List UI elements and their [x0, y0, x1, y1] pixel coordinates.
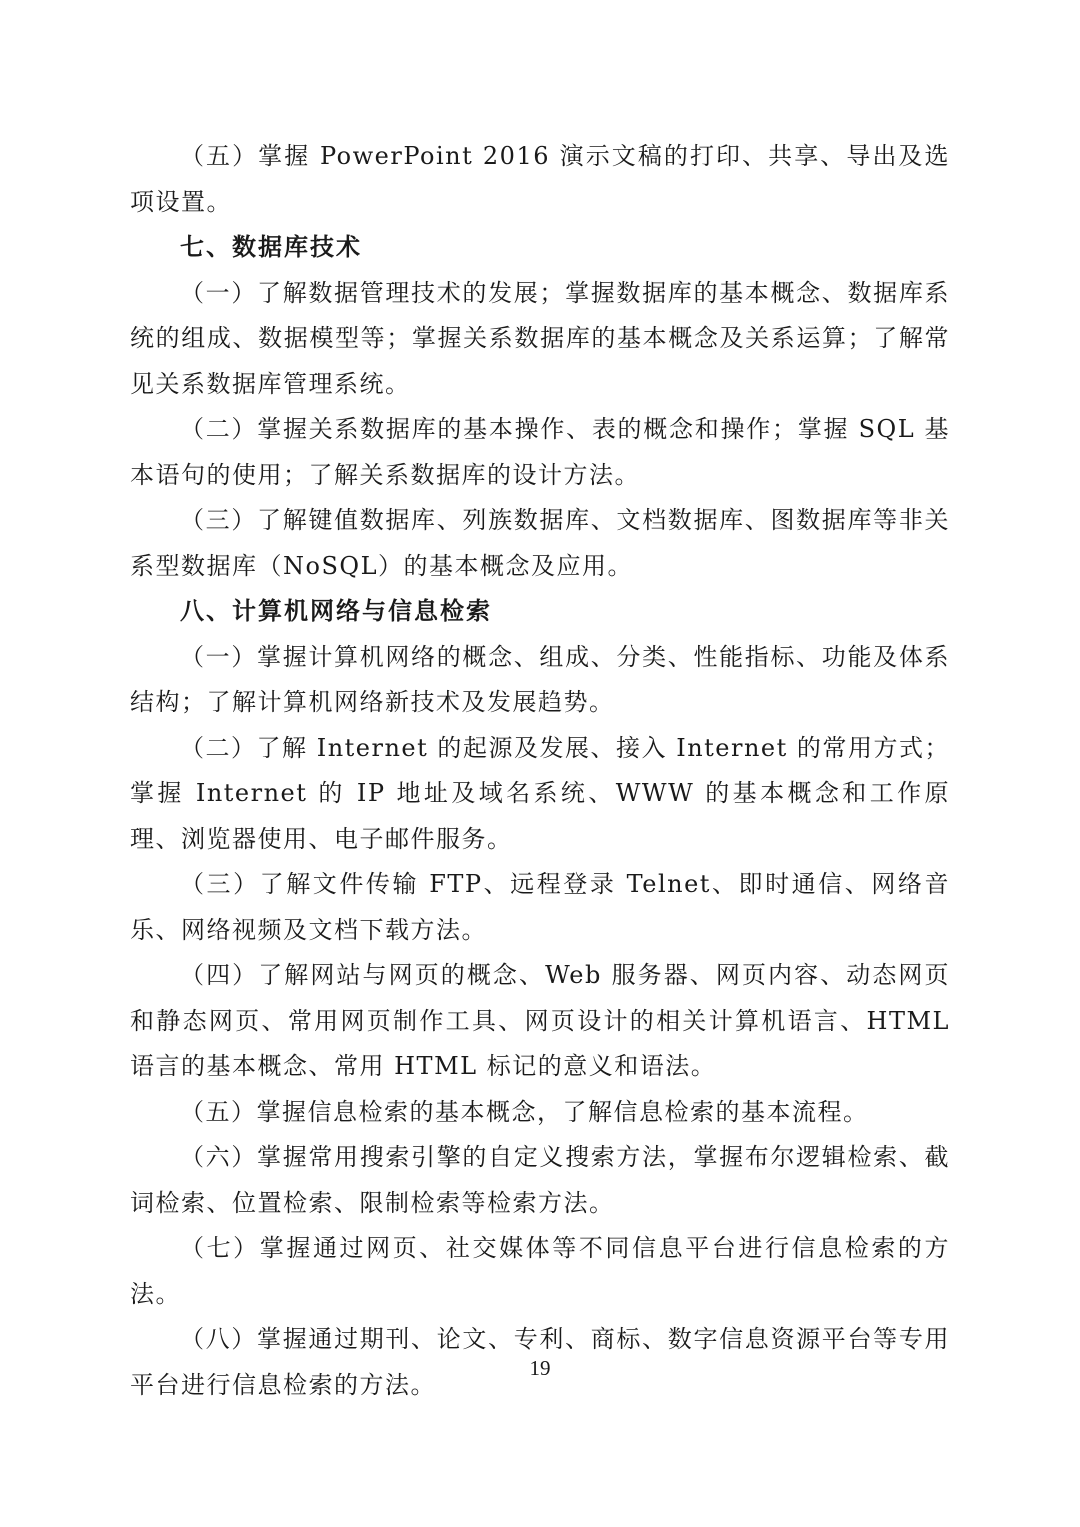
paragraph-net-3: （三）了解文件传输 FTP、远程登录 Telnet、即时通信、网络音乐、网络视频及文档下载方法。 [130, 870, 950, 944]
section-heading-database: 七、数据库技术 [180, 233, 362, 261]
paragraph-net-7: （七）掌握通过网页、社交媒体等不同信息平台进行信息检索的方法。 [130, 1234, 950, 1308]
paragraph-net-5: （五）掌握信息检索的基本概念，了解信息检索的基本流程。 [180, 1097, 869, 1126]
page-body [130, 134, 950, 1408]
paragraph-db-1: （一）了解数据管理技术的发展；掌握数据库的基本概念、数据库系统的组成、数据模型等；掌握关系数据库的基本概念及关系运算；了解常见关系数据库管理系统。 [130, 278, 950, 398]
paragraph-net-4: （四）了解网站与网页的概念、Web 服务器、网页内容、动态网页和静态网页、常用网页制作工具、网页设计的相关计算机语言、HTML 语言的基本概念、常用 HTML 标记的意义和语法。 [130, 961, 950, 1080]
section-heading-network: 八、计算机网络与信息检索 [180, 597, 492, 625]
paragraph-db-3: （三）了解键值数据库、列族数据库、文档数据库、图数据库等非关系型数据库（NoSQL）的基本概念及应用。 [130, 506, 950, 580]
page-number: 19 [529, 1356, 551, 1380]
paragraph-net-8: （八）掌握通过期刊、论文、专利、商标、数字信息资源平台等专用平台进行信息检索的方法。 [130, 1325, 950, 1399]
paragraph-net-2: （二）了解 Internet 的起源及发展、接入 Internet 的常用方式；掌握 Internet 的 IP 地址及域名系统、WWW 的基本概念和工作原理、浏览器使用、电子邮件服务。 [130, 733, 950, 853]
paragraph-db-2: （二）掌握关系数据库的基本操作、表的概念和操作；掌握 SQL 基本语句的使用；了解关系数据库的设计方法。 [130, 415, 950, 489]
paragraph-ppt-print: （五）掌握 PowerPoint 2016 演示文稿的打印、共享、导出及选项设置。 [130, 142, 950, 216]
paragraph-net-6: （六）掌握常用搜索引擎的自定义搜索方法，掌握布尔逻辑检索、截词检索、位置检索、限制检索等检索方法。 [130, 1143, 950, 1217]
paragraph-net-1: （一）掌握计算机网络的概念、组成、分类、性能指标、功能及体系结构；了解计算机网络新技术及发展趋势。 [130, 642, 950, 716]
